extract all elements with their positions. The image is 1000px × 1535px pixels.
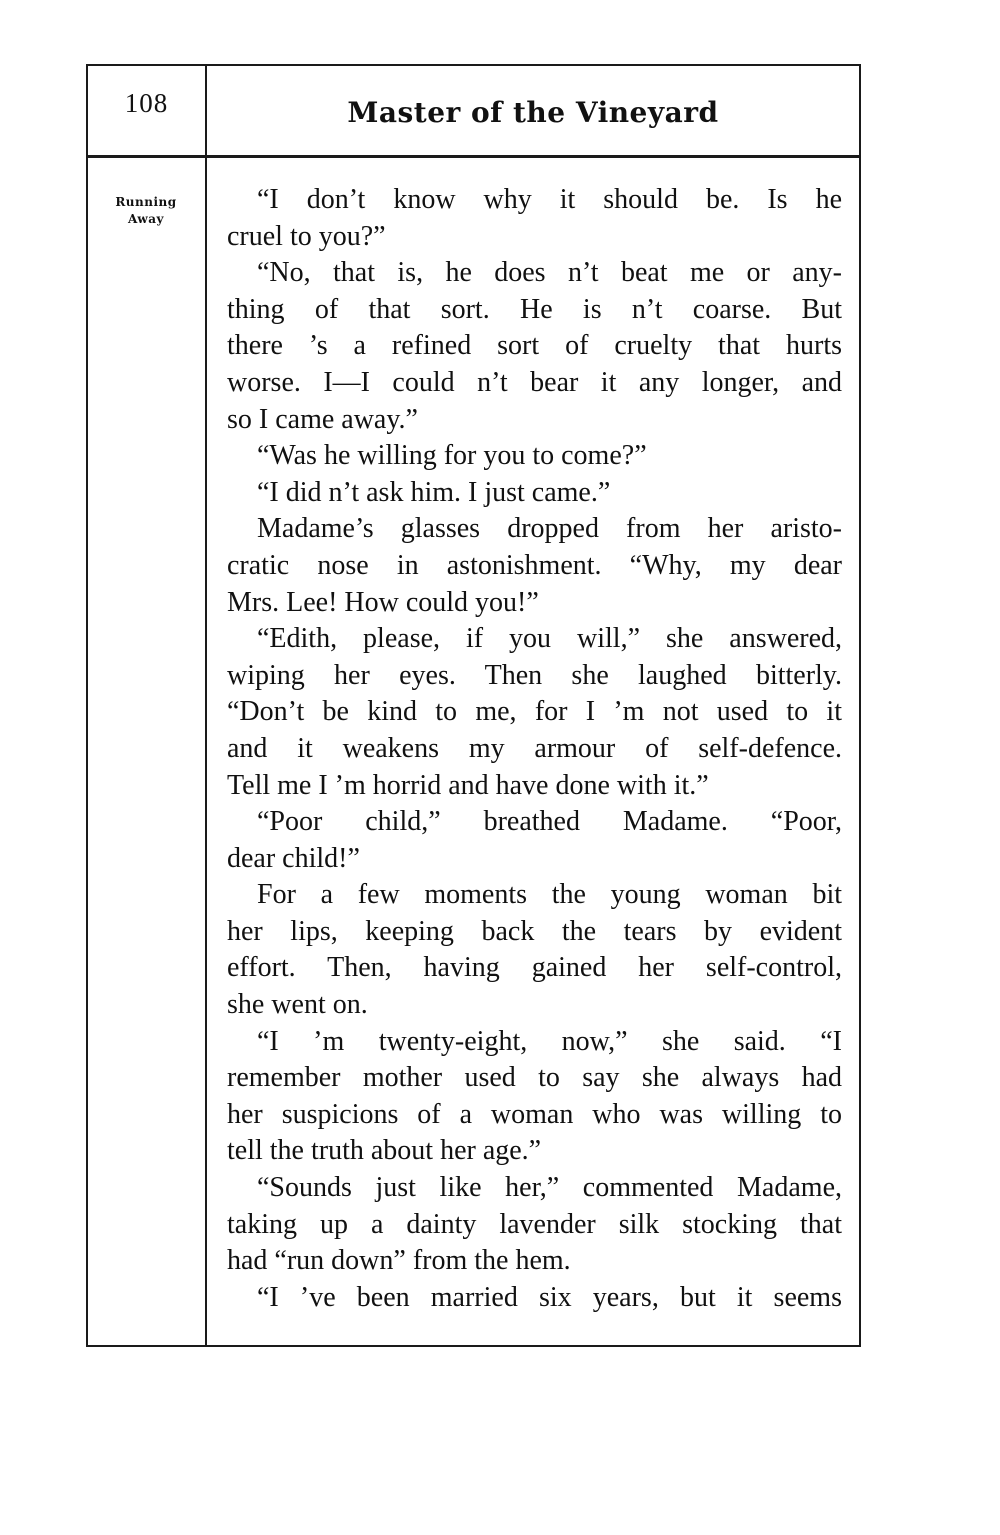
text-line: Tell me I ’m horrid and have done with it.”	[227, 769, 709, 801]
text-line: “Sounds just like her,” commented Madame,	[257, 1172, 842, 1204]
text-line: and it weakens my armour of self-defence.	[227, 732, 842, 764]
text-line: Mrs. Lee! How could you!”	[227, 586, 539, 618]
text-line: “Was he willing for you to come?”	[257, 440, 647, 472]
text-line: remember mother used to say she always had	[227, 1062, 842, 1094]
header-rule	[86, 155, 861, 158]
text-line: effort. Then, having gained her self-control,	[227, 952, 842, 984]
text-line: Madame’s glasses dropped from her aristo-	[257, 513, 842, 545]
marginal-note-line: Away	[128, 212, 164, 226]
text-line: so I came away.”	[227, 403, 418, 435]
text-line: there ’s a refined sort of cruelty that hurts	[227, 330, 842, 362]
text-line: taking up a dainty lavender silk stocking that	[227, 1208, 842, 1240]
page-number: 108	[124, 88, 169, 118]
text-line: cruel to you?”	[227, 220, 386, 252]
text-line: her suspicions of a woman who was willing to	[227, 1098, 842, 1130]
text-line: wiping her eyes. Then she laughed bitterly.	[227, 659, 842, 691]
text-line: “I don’t know why it should be. Is he	[257, 184, 842, 215]
text-line: had “run down” from the hem.	[227, 1245, 571, 1277]
text-line: cratic nose in astonishment. “Why, my dear	[227, 549, 842, 581]
text-line: “No, that is, he does n’t beat me or any-	[257, 257, 842, 289]
text-line: her lips, keeping back the tears by evident	[227, 915, 842, 947]
text-line: she went on.	[227, 989, 368, 1021]
text-line: “I ’ve been married six years, but it seems	[257, 1281, 842, 1313]
marginal-note-line: Running	[115, 195, 177, 209]
text-line: For a few moments the young woman bit	[257, 879, 842, 911]
running-title: Master of the Vineyard	[347, 96, 719, 129]
text-line: “I ’m twenty-eight, now,” she said. “I	[257, 1025, 842, 1057]
text-line: “Poor child,” breathed Madame. “Poor,	[257, 806, 842, 838]
margin-rule	[205, 64, 207, 1347]
text-line: tell the truth about her age.”	[227, 1135, 542, 1167]
text-line: “I did n’t ask him. I just came.”	[257, 476, 611, 508]
text-line: dear child!”	[227, 842, 360, 874]
text-line: worse. I—I could n’t bear it any longer, and	[227, 366, 842, 398]
text-line: thing of that sort. He is n’t coarse. But	[227, 293, 842, 325]
text-line: “Edith, please, if you will,” she answered,	[257, 623, 842, 655]
text-line: “Don’t be kind to me, for I ’m not used to it	[227, 696, 842, 728]
body-text	[227, 182, 842, 1316]
marginal-note	[92, 194, 200, 228]
